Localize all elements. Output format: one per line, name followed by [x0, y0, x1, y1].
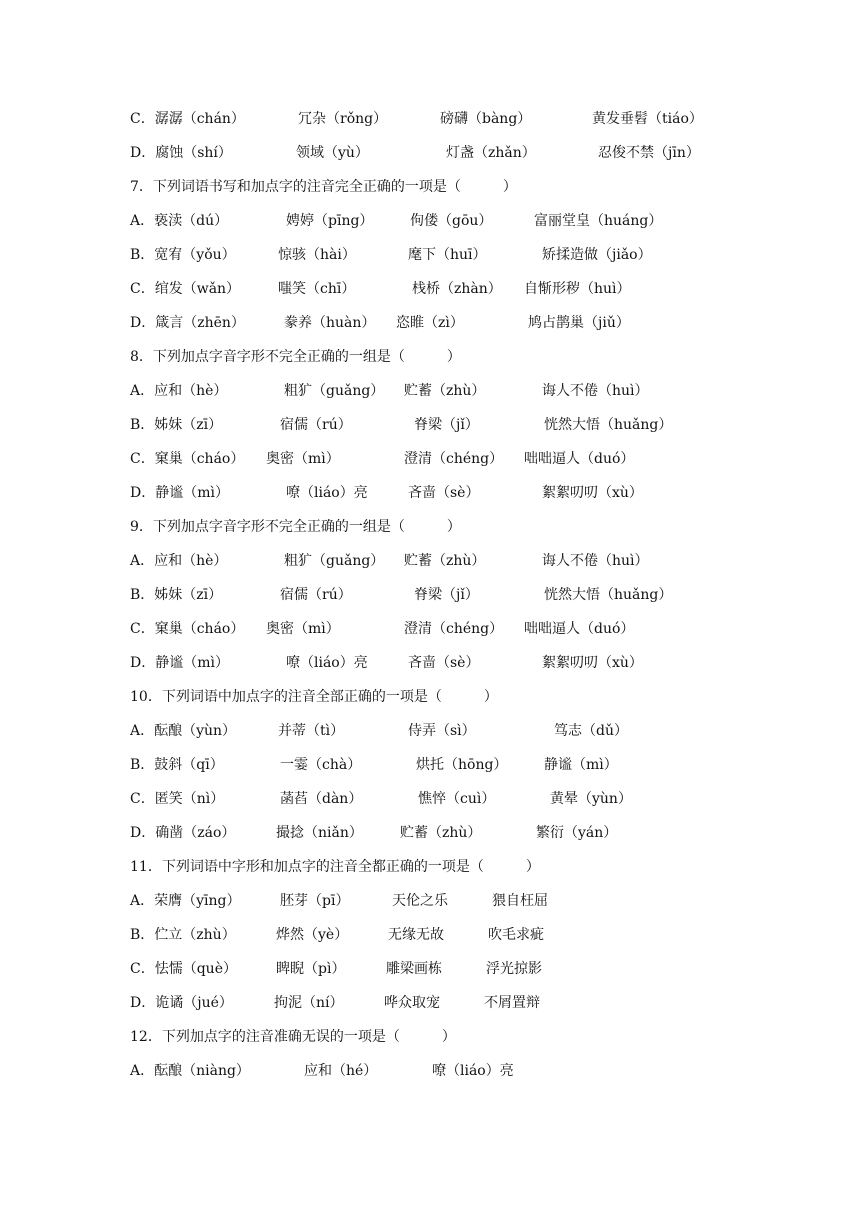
option-term: 豢养（huàn） [284, 315, 376, 331]
option-term: 撮捻（niǎn） [276, 825, 363, 841]
question-stem [130, 1026, 456, 1050]
option-term: A．应和（hè） [130, 553, 228, 569]
option-term: 浮光掠影 [486, 961, 542, 977]
option-term: 嘹（liáo）亮 [432, 1063, 514, 1079]
option-term: B．姊妹（zī） [130, 587, 223, 603]
option-term: 宿儒（rú） [280, 417, 352, 433]
option-term: 富丽堂皇（huáng） [534, 213, 663, 229]
option-term: 絮絮叨叨（xù） [542, 655, 643, 671]
option-term: 恍然大悟（huǎng） [544, 587, 673, 603]
option-term: 侍弄（sì） [408, 723, 476, 739]
option-term: 脊梁（jǐ） [414, 417, 479, 433]
option-term: D．确凿（záo） [130, 825, 236, 841]
option-term: 不屑置辩 [484, 995, 540, 1011]
option-term: D．诡谲（jué） [130, 995, 233, 1011]
option-term: B．宽宥（yǒu） [130, 247, 236, 263]
option-term: C．绾发（wǎn） [130, 281, 241, 297]
option-term: D．腐蚀（shí） [130, 145, 232, 161]
option-term: 麾下（huī） [408, 247, 487, 263]
option-term: 黄发垂髫（tiáo） [592, 111, 703, 127]
option-term: 菡萏（dàn） [280, 791, 363, 807]
option-term: 睥睨（pì） [276, 961, 346, 977]
option-term: 烘托（hōng） [416, 757, 508, 773]
option-term: 咄咄逼人（duó） [524, 621, 635, 637]
option-term: 粗犷（guǎng） [284, 553, 385, 569]
option-term: 惊骇（hài） [278, 247, 356, 263]
option-term: 嘹（liáo）亮 [286, 655, 368, 671]
option-term: 吝啬（sè） [408, 485, 480, 501]
option-term: 领域（yù） [296, 145, 369, 161]
option-term: 笃志（dǔ） [554, 723, 628, 739]
option-term: 宿儒（rú） [280, 587, 352, 603]
option-term: 冗杂（rǒng） [298, 111, 388, 127]
question-text: 9．下列加点字音字形不完全正确的一组是（ ） [130, 519, 461, 535]
option-term: 矫揉造做（jiǎo） [542, 247, 652, 263]
question-text: 12．下列加点字的注音准确无误的一项是（ ） [130, 1029, 456, 1045]
option-term: 天伦之乐 [392, 893, 448, 909]
option-term: 诲人不倦（huì） [542, 383, 649, 399]
option-term: 吝啬（sè） [408, 655, 480, 671]
question-text: 11．下列词语中字形和加点字的注音全都正确的一项是（ ） [130, 859, 540, 875]
option-term: 繁衍（yán） [536, 825, 618, 841]
option-term: 脊梁（jǐ） [414, 587, 479, 603]
option-term: 粗犷（guǎng） [284, 383, 385, 399]
option-term: 嗤笑（chī） [278, 281, 356, 297]
question-text: 8．下列加点字音字形不完全正确的一组是（ ） [130, 349, 461, 365]
question-stem [130, 516, 461, 540]
option-term: 灯盏（zhǎn） [446, 145, 536, 161]
option-term: 佝偻（gōu） [410, 213, 493, 229]
option-term: 黄晕（yùn） [550, 791, 632, 807]
option-term: 贮蓄（zhù） [404, 383, 486, 399]
option-term: 磅礴（bàng） [440, 111, 532, 127]
option-term: C．窠巢（cháo） [130, 621, 245, 637]
option-term: D．静谧（mì） [130, 485, 229, 501]
question-text: 7．下列词语书写和加点字的注音完全正确的一项是（ ） [130, 179, 517, 195]
option-term: D．静谧（mì） [130, 655, 229, 671]
option-term: C．匿笑（nì） [130, 791, 225, 807]
option-term: B．姊妹（zī） [130, 417, 223, 433]
option-term: 静谧（mì） [544, 757, 618, 773]
option-term: 忍俊不禁（jīn） [598, 145, 700, 161]
option-term: C．怯懦（què） [130, 961, 237, 977]
option-term: 恍然大悟（huǎng） [544, 417, 673, 433]
option-term: 贮蓄（zhù） [404, 553, 486, 569]
question-stem [130, 686, 498, 710]
option-term: 并蒂（tì） [278, 723, 345, 739]
option-term: B．伫立（zhù） [130, 927, 236, 943]
option-term: 鸠占鹊巢（jiǔ） [528, 315, 630, 331]
option-term: 烨然（yè） [276, 927, 349, 943]
option-term: C．窠巢（cháo） [130, 451, 245, 467]
option-term: 一霎（chà） [280, 757, 362, 773]
option-term: 雕梁画栋 [386, 961, 442, 977]
option-term: 诲人不倦（huì） [542, 553, 649, 569]
option-term: 应和（hé） [304, 1063, 378, 1079]
option-term: 胚芽（pī） [280, 893, 350, 909]
option-term: A．荣膺（yīng） [130, 893, 241, 909]
option-term: 无缘无故 [388, 927, 444, 943]
option-term: A．酝酿（niàng） [130, 1063, 250, 1079]
option-term: 咄咄逼人（duó） [524, 451, 635, 467]
option-term: 恣睢（zì） [396, 315, 464, 331]
option-term: 澄清（chéng） [404, 621, 504, 637]
option-term: 吹毛求疵 [488, 927, 544, 943]
option-term: 奥密（mì） [266, 621, 340, 637]
option-term: A．亵渎（dú） [130, 213, 229, 229]
option-term: 娉婷（pīng） [286, 213, 374, 229]
option-term: 澄清（chéng） [404, 451, 504, 467]
option-term: 拘泥（ní） [274, 995, 344, 1011]
option-term: A．应和（hè） [130, 383, 228, 399]
option-term: 哗众取宠 [384, 995, 440, 1011]
question-stem [130, 176, 517, 200]
option-term: B．鼓斜（qī） [130, 757, 224, 773]
question-stem [130, 346, 461, 370]
option-term: 栈桥（zhàn） [412, 281, 502, 297]
option-term: C．潺潺（chán） [130, 111, 245, 127]
question-text: 10．下列词语中加点字的注音全部正确的一项是（ ） [130, 689, 498, 705]
option-term: D．箴言（zhēn） [130, 315, 245, 331]
option-term: 嘹（liáo）亮 [286, 485, 368, 501]
question-stem [130, 856, 540, 880]
option-term: 絮絮叨叨（xù） [542, 485, 643, 501]
option-term: A．酝酿（yùn） [130, 723, 237, 739]
option-term: 自惭形秽（huì） [524, 281, 631, 297]
option-term: 憔悴（cuì） [418, 791, 496, 807]
option-term: 猥自枉屈 [492, 893, 548, 909]
option-term: 贮蓄（zhù） [400, 825, 482, 841]
option-term: 奥密（mì） [266, 451, 340, 467]
